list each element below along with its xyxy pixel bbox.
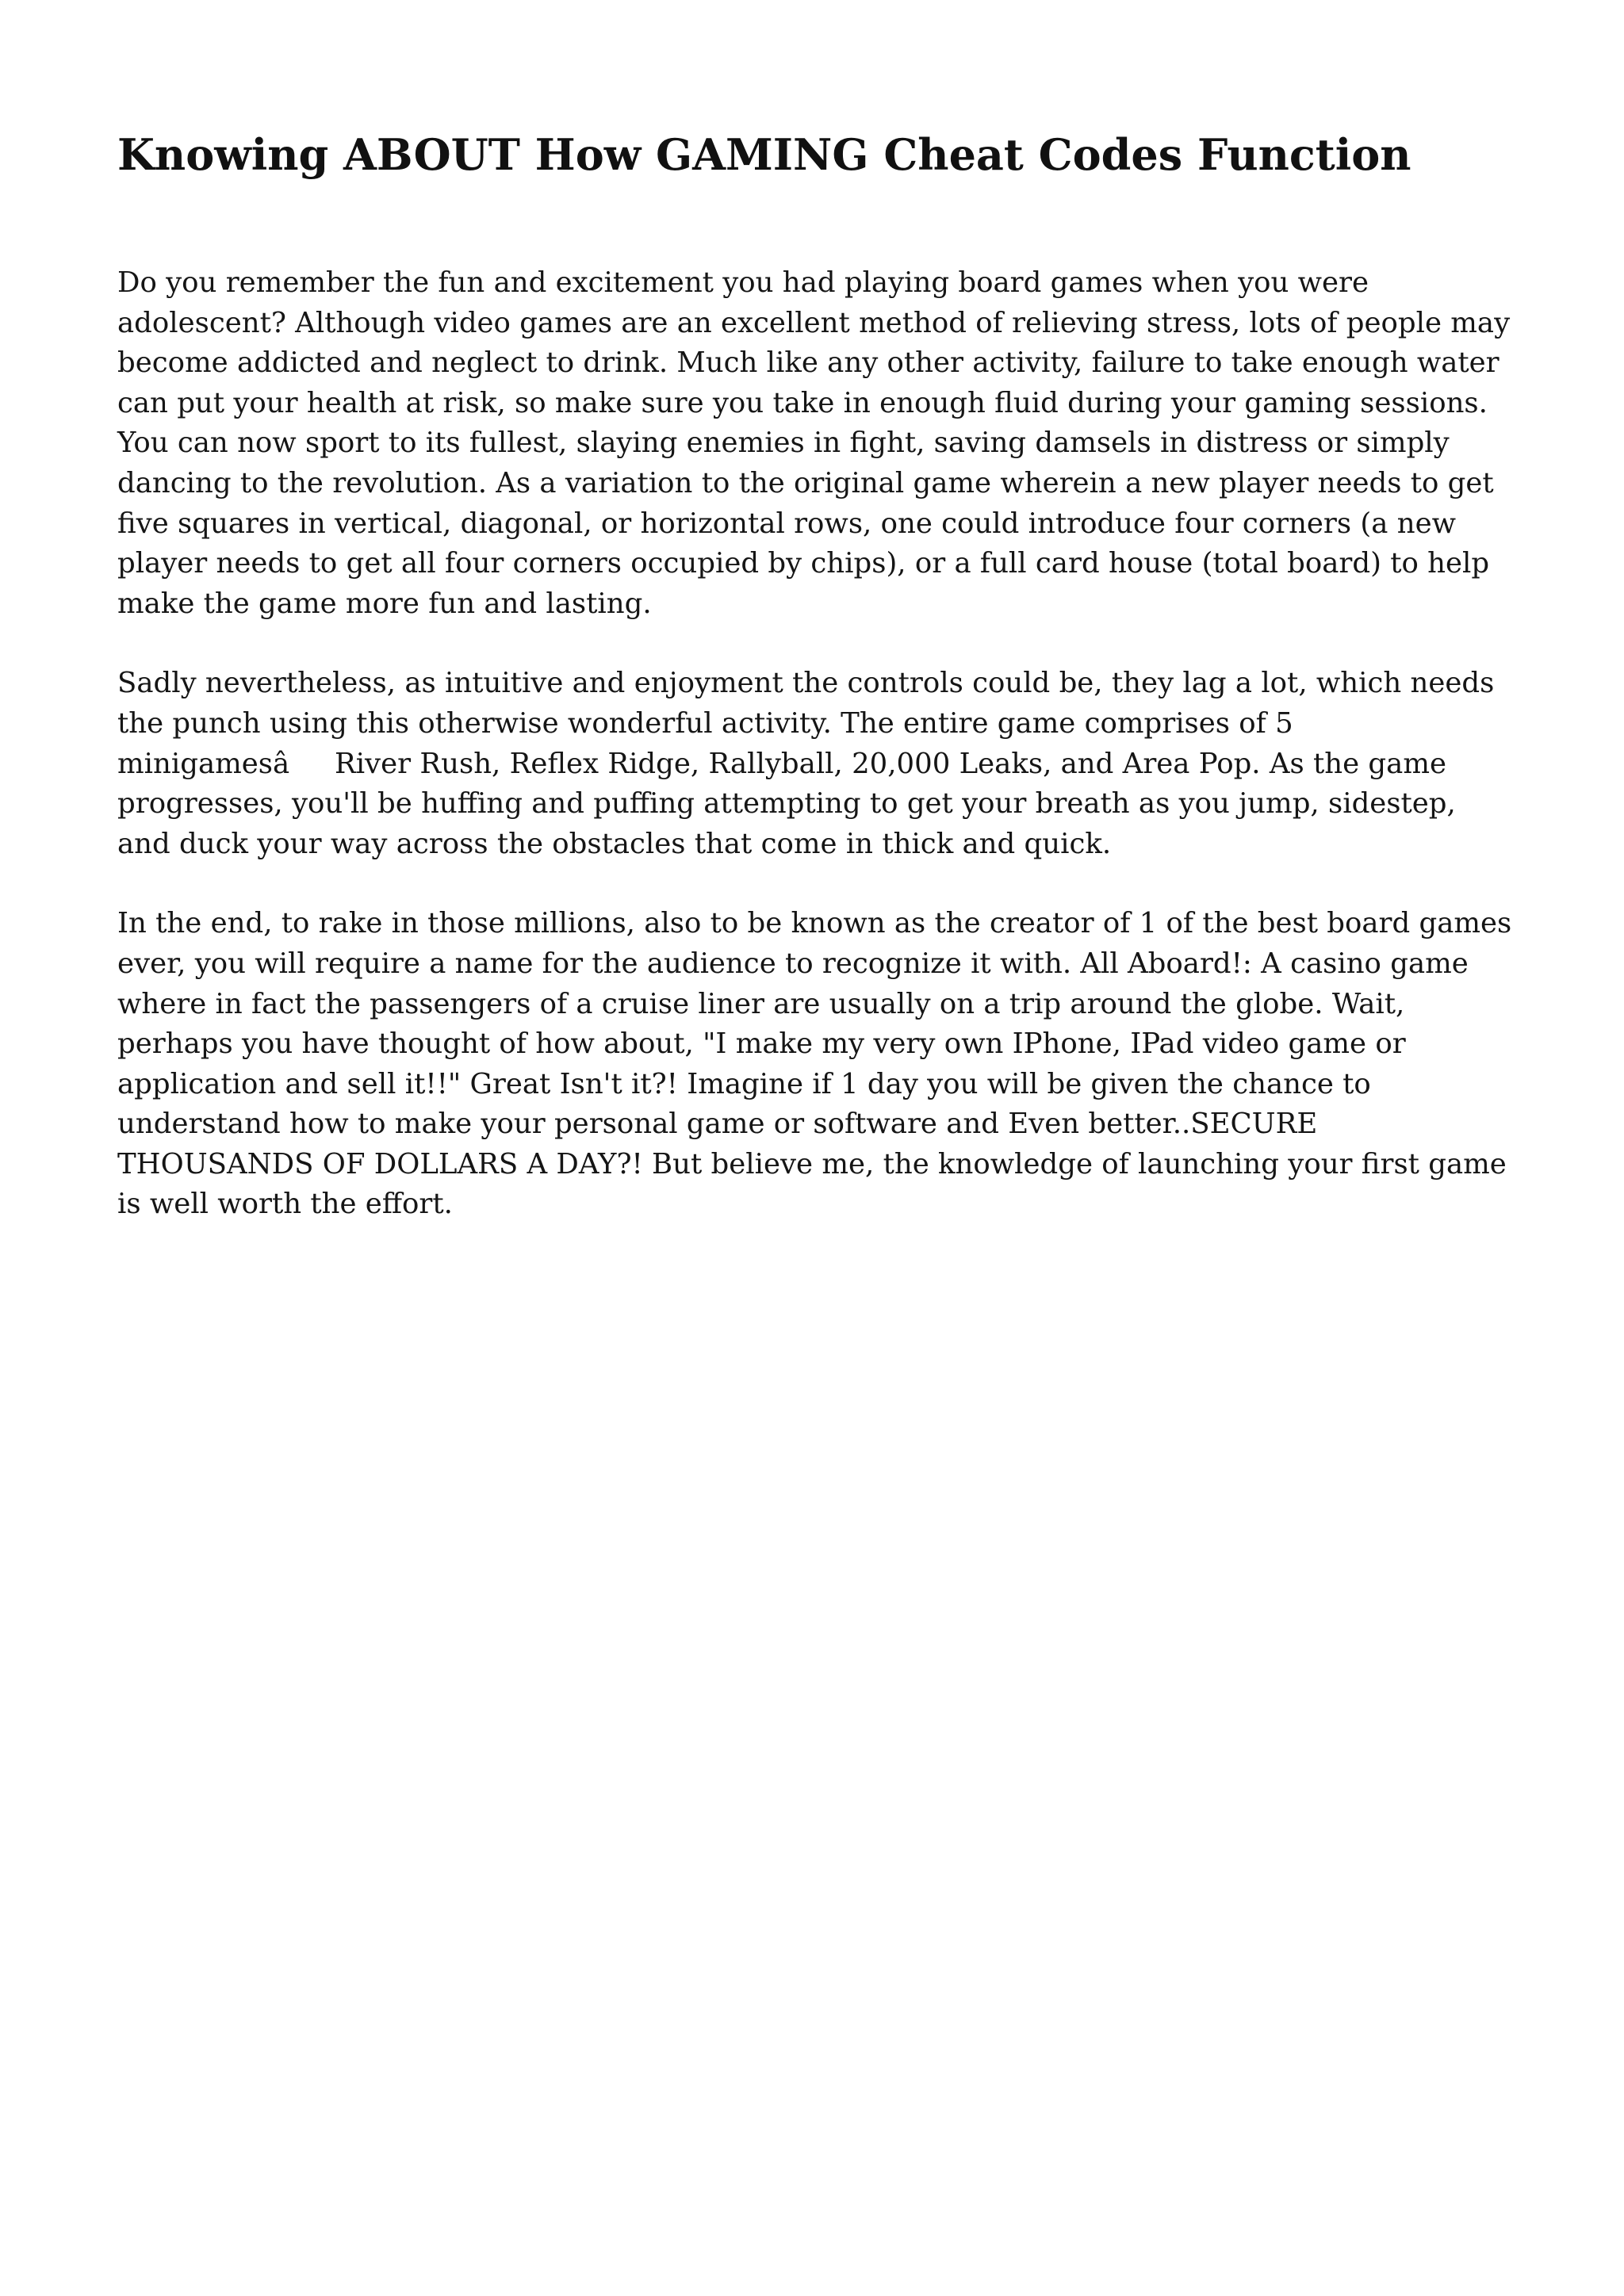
paragraph-2: Sadly nevertheless, as intuitive and enjoyment the controls could be, they lag a lot, which needs the punch using this otherwise wonderful activity. The entire game comprises of 5 minigamesâRiver Rush, Reflex Ridge, Rallyball, 20,000 Leaks, and Area Pop. As the game progresses, you'll be huffing and puffing attempting to get your breath as you jump, sidestep, and duck your way across the obstacles that come in thick and quick. [117,667,1495,860]
paragraph-1: Do you remember the fun and excitement you had playing board games when you were adolescent? Although video games are an excellent method of relieving stress, lots of people may become addicted and neglect to drink. Much like any other activity, failure to take enough water can put your health at risk, so make sure you take in enough fluid during your gaming sessions. You can now sport to its fullest, slaying enemies in fight, saving damsels in distress or simply dancing to the revolution. As a variation to the original game wherein a new player needs to get five squares in vertical, diagonal, or horizontal rows, one could introduce four corners (a new player needs to get all four corners occupied by chips), or a full card house (total board) to help make the game more fun and lasting. [117,266,1511,620]
article-body [117,263,1513,1225]
page-title: Knowing ABOUT How GAMING Cheat Codes Function [117,129,1411,180]
document-page [117,125,1513,1265]
paragraph-3: In the end, to rake in those millions, also to be known as the creator of 1 of the best board games ever, you will require a name for the audience to recognize it with. All Aboard!: A casino game where in fact the passengers of a cruise liner are usually on a trip around the globe. Wait, perhaps you have thought of how about, "I make my very own IPhone, IPad video game or application and sell it!!" Great Isn't it?! Imagine if 1 day you will be given the chance to understand how to make your personal game or software and Even better..SECURE THOUSANDS OF DOLLARS A DAY?! But believe me, the knowledge of launching your first game is well worth the effort. [117,907,1512,1221]
